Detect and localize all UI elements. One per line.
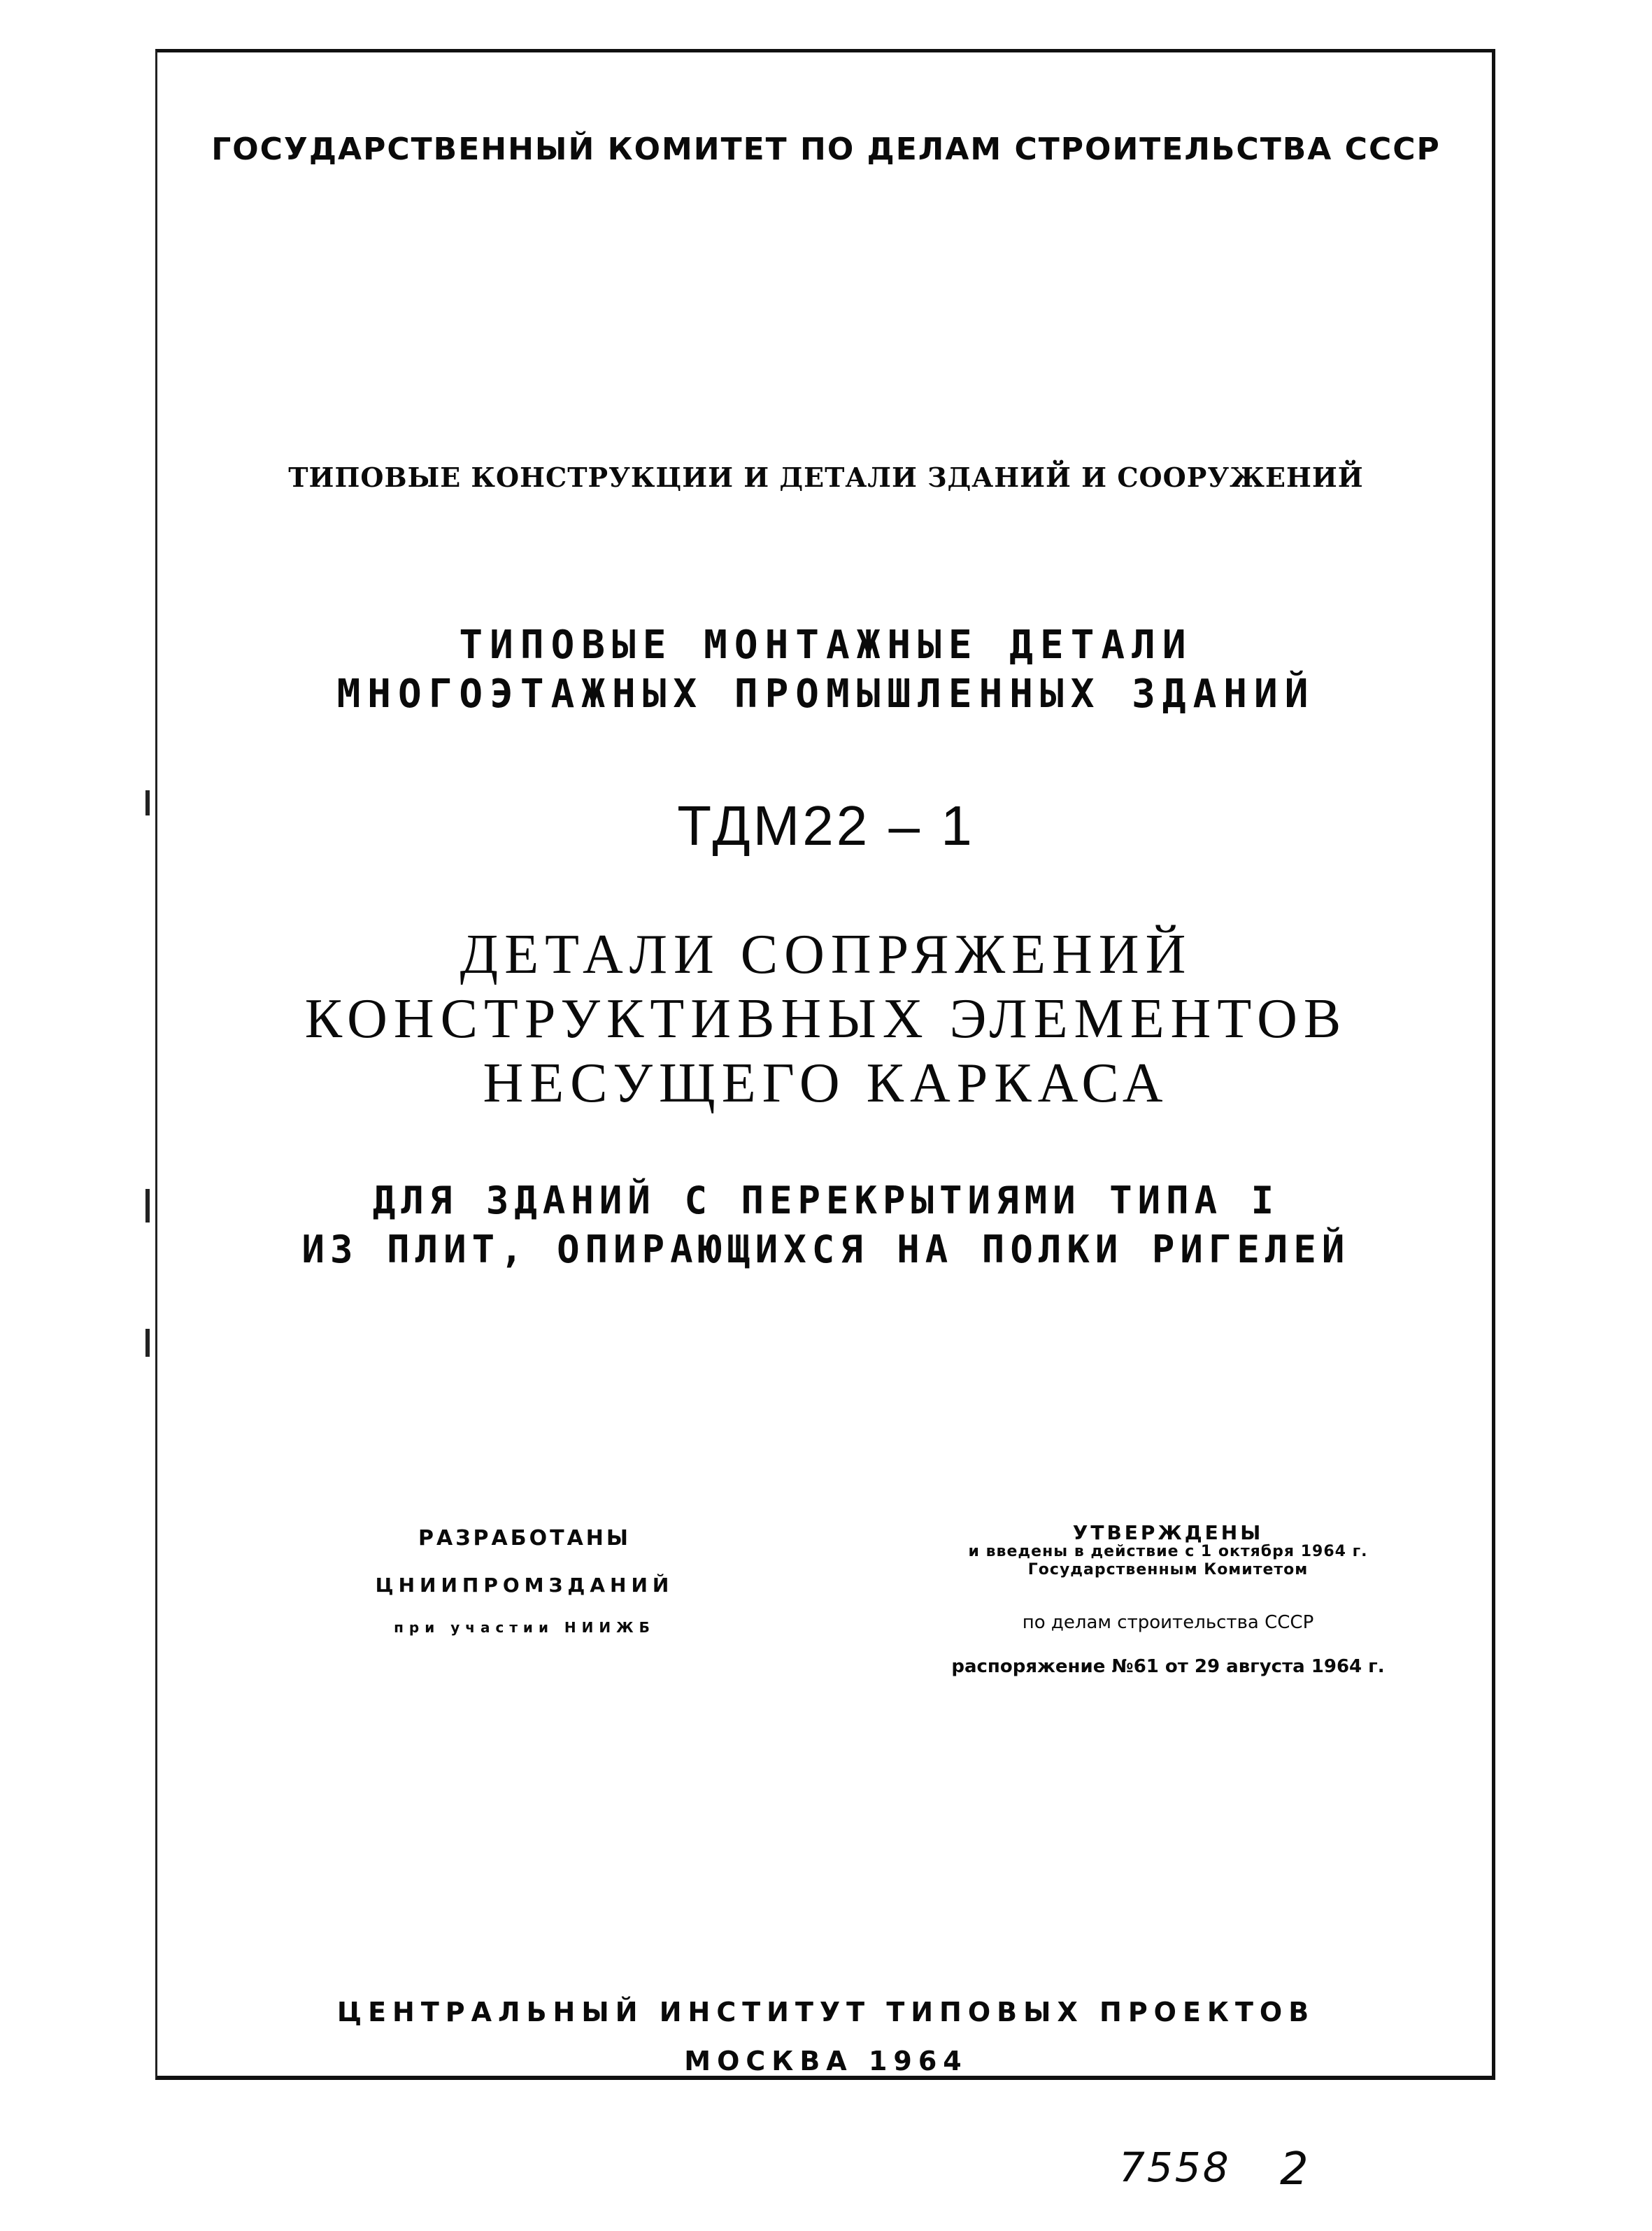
approved-line-3: по делам строительства СССР (1022, 1612, 1314, 1633)
subject-line-1: ДЕТАЛИ СОПРЯЖЕНИЙ (460, 924, 1192, 985)
approved-label: УТВЕРЖДЕНЫ (1072, 1521, 1264, 1544)
title-line-2: МНОГОЭТАЖНЫХ ПРОМЫШЛЕННЫХ ЗДАНИЙ (336, 671, 1316, 717)
approved-line-2: Государственным Комитетом (1027, 1561, 1309, 1578)
document-code: ТДМ22 – 1 (677, 794, 975, 857)
city-year: МОСКВА 1964 (684, 2046, 968, 2076)
developed-organization: ЦНИИПРОМЗДАНИЙ (375, 1574, 674, 1597)
scope-line-2: ИЗ ПЛИТ, ОПИРАЮЩИХСЯ НА ПОЛКИ РИГЕЛЕЙ (301, 1227, 1351, 1271)
margin-mark (145, 1329, 150, 1357)
series-name: ТИПОВЫЕ КОНСТРУКЦИИ И ДЕТАЛИ ЗДАНИЙ И СООРУЖЕНИЙ (288, 462, 1364, 493)
committee-header: ГОСУДАРСТВЕННЫЙ КОМИТЕТ ПО ДЕЛАМ СТРОИТЕЛЬСТВА СССР (211, 131, 1441, 167)
handwritten-page: 2 (1280, 2144, 1309, 2195)
developed-participation: при участии НИИЖБ (394, 1619, 655, 1636)
subject-line-3: НЕСУЩЕГО КАРКАСА (483, 1053, 1169, 1114)
title-line-1: ТИПОВЫЕ МОНТАЖНЫЕ ДЕТАЛИ (459, 622, 1193, 668)
approved-line-4: распоряжение №61 от 29 августа 1964 г. (951, 1656, 1385, 1677)
subject-line-2: КОНСТРУКТИВНЫХ ЭЛЕМЕНТОВ (304, 988, 1348, 1050)
handwritten-number: 7558 (1119, 2144, 1231, 2191)
scope-line-1: ДЛЯ ЗДАНИЙ С ПЕРЕКРЫТИЯМИ ТИПА I (372, 1178, 1280, 1223)
publisher: ЦЕНТРАЛЬНЫЙ ИНСТИТУТ ТИПОВЫХ ПРОЕКТОВ (336, 1997, 1316, 2027)
approved-line-1: и введены в действие с 1 октября 1964 г. (968, 1543, 1368, 1560)
developed-label: РАЗРАБОТАНЫ (418, 1526, 631, 1551)
